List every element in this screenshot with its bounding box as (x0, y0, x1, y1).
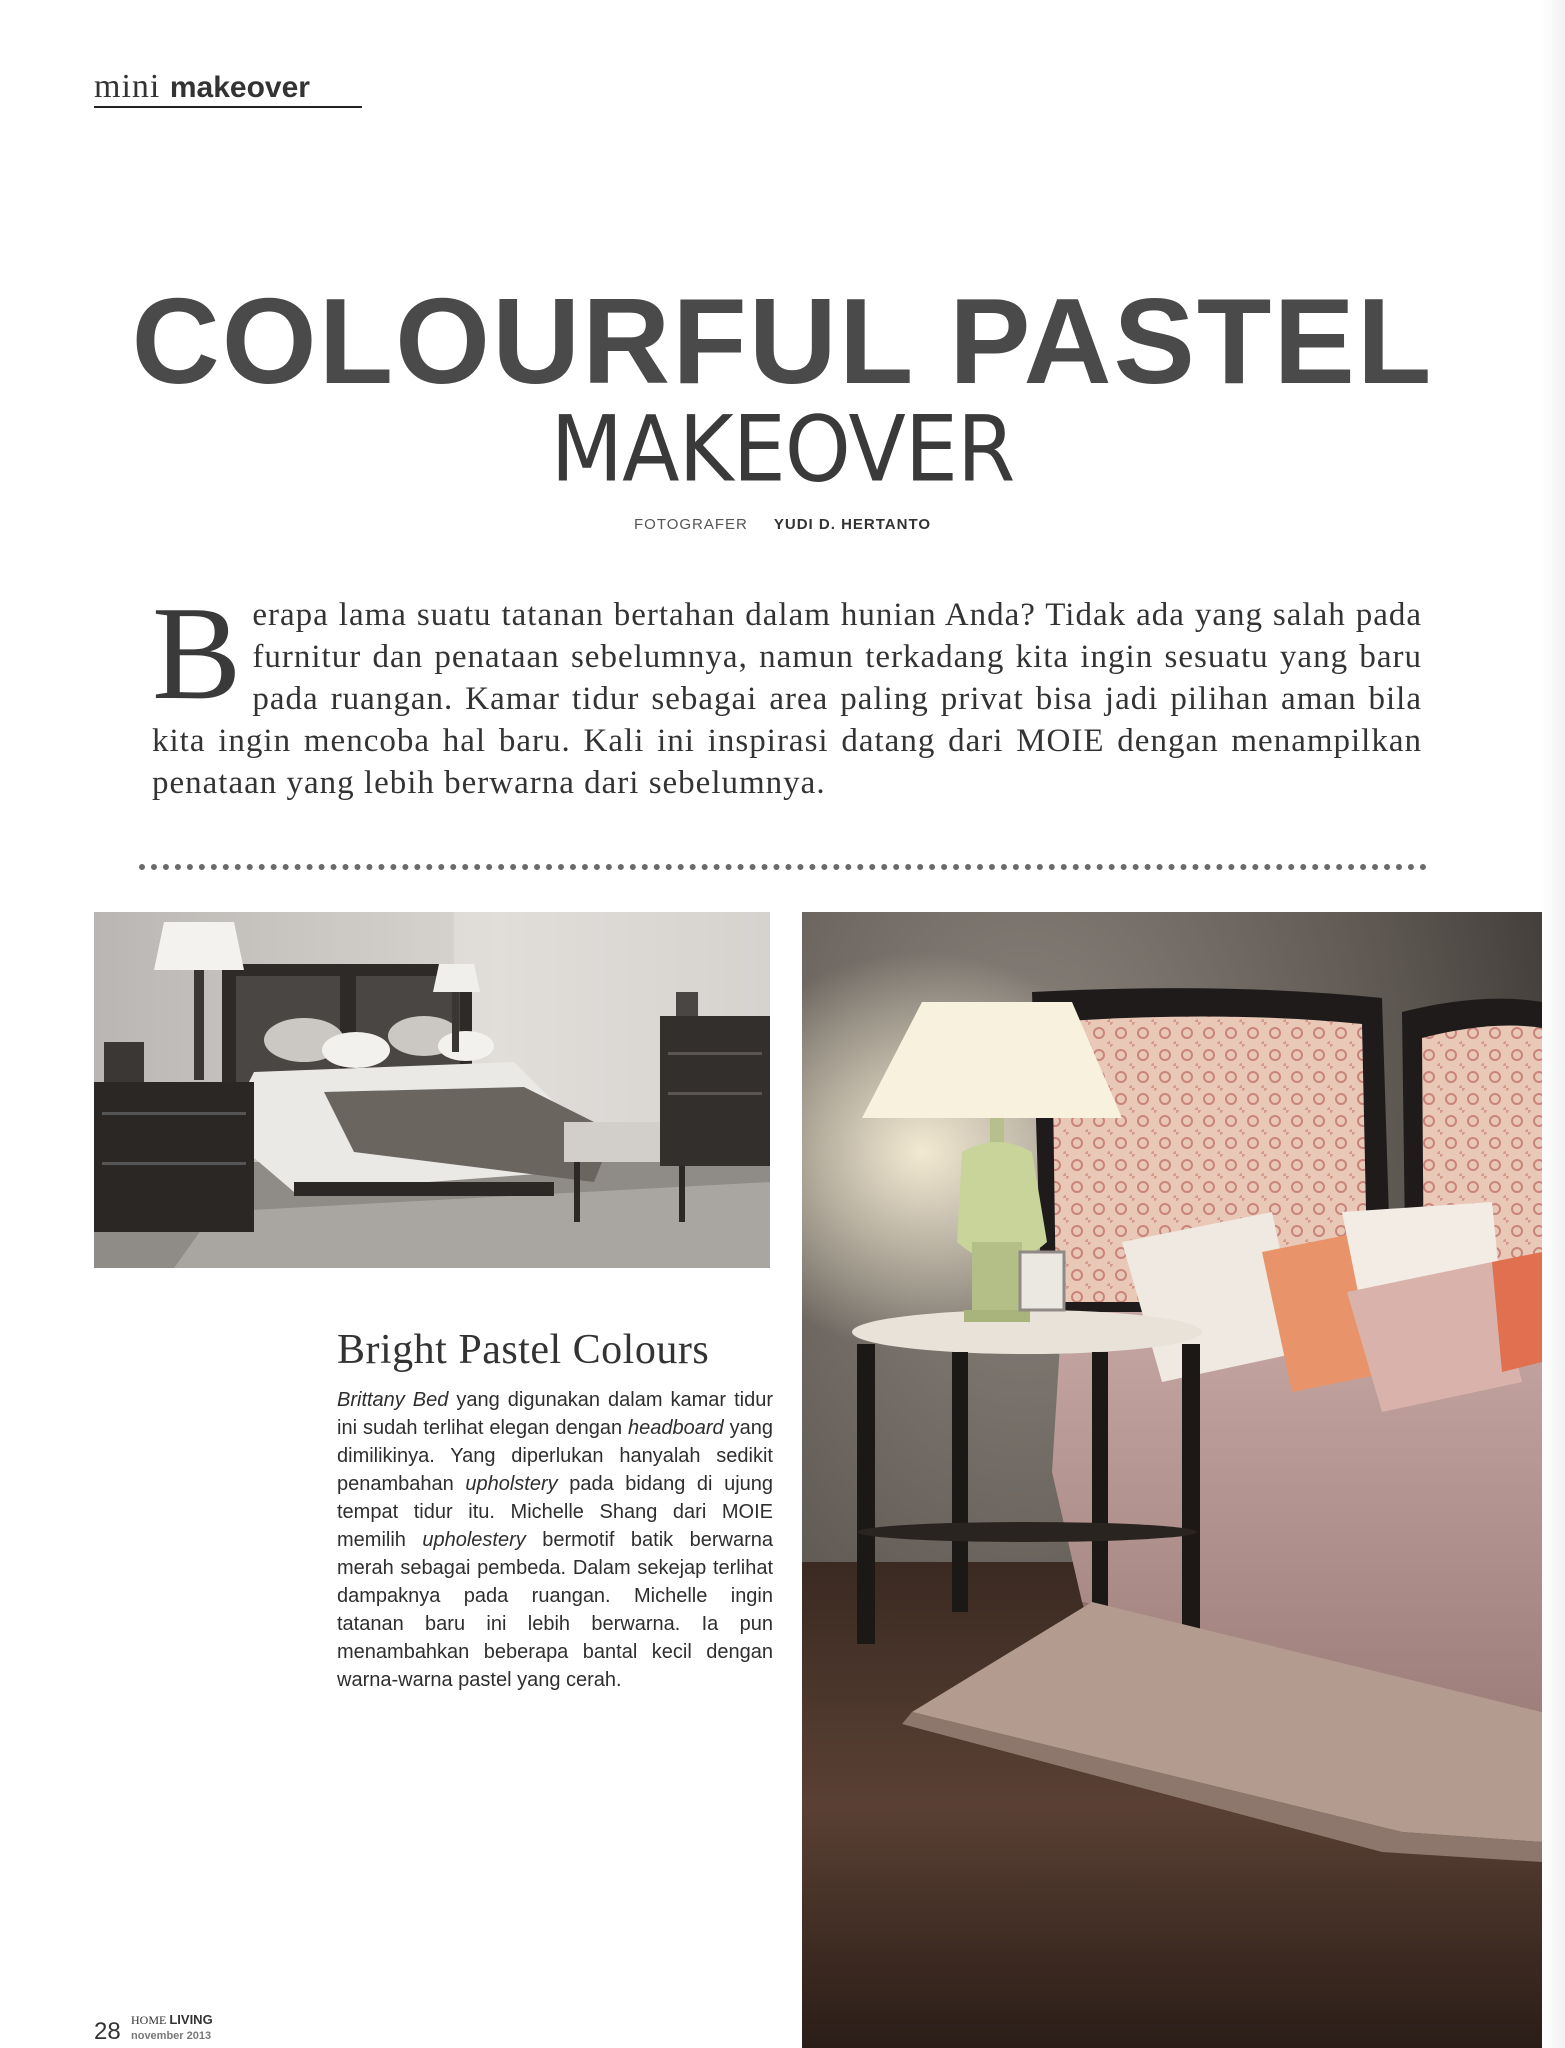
text-run-3: pada bidang di ujung tempat tidur itu. Michelle Shang dari MOIE memilih (337, 1473, 774, 1551)
section-label-bold: makeover (169, 71, 310, 104)
headline-line-2: MAKEOVER (550, 396, 1015, 502)
article-heading: Bright Pastel Colours (337, 1327, 710, 1373)
text-italic-brittany-bed: Brittany Bed (337, 1389, 449, 1411)
magazine-name-bold: LIVING (169, 2012, 213, 2027)
page-number: 28 (94, 2018, 121, 2045)
intro-text: erapa lama suatu tatanan bertahan dalam hunian Anda? Tidak ada yang salah pada furnitur dan penataan sebelumnya, namun terkadang kita ingin sesuatu yang baru pada ruangan. Kamar tidur sebagai area paling privat bisa jadi pilihan aman bila kita ingin mencoba hal baru. Kali ini inspirasi datang dari MOIE dengan menampilkan penataan yang lebih berwarna dari sebelumnya. (152, 597, 1422, 801)
text-italic-headboard: headboard (628, 1417, 724, 1439)
issue-date: november 2013 (131, 2030, 212, 2042)
text-run-4: bermotif batik berwarna merah sebagai pembeda. Dalam sekejap terlihat dampaknya pada ruangan. Michelle ingin tatanan baru ini lebih berwarna. Ia pun menambahkan beberapa bantal kecil dengan warna-warna pastel yang cerah. (337, 1529, 774, 1691)
text-italic-upholstery: upholstery (465, 1473, 558, 1495)
text-italic-upholestery: upholestery (422, 1529, 526, 1551)
intro-paragraph (152, 579, 1422, 804)
magazine-name-light: HOME (131, 2013, 167, 2027)
text-run-1: yang digunakan dalam kamar tidur ini sudah terlihat elegan dengan (337, 1389, 773, 1439)
drop-cap: B (152, 579, 243, 727)
magazine-name (131, 2014, 213, 2026)
dotted-divider (139, 864, 1427, 870)
section-rule (94, 106, 362, 108)
credit-name: YUDI D. HERTANTO (773, 516, 932, 533)
credit-role: FOTOGRAFER (633, 516, 748, 533)
photo-credit (0, 516, 1565, 533)
text-run-2: yang dimilikinya. Yang diperlukan hanyalah sedikit penambahan (337, 1417, 773, 1495)
section-label (94, 68, 310, 106)
section-label-light: mini (94, 68, 161, 105)
bedroom-photo-before (94, 912, 770, 1268)
bedroom-photo-after (802, 912, 1542, 2048)
article-body (337, 1386, 773, 1694)
headline-line-1: COLOURFUL PASTEL (131, 273, 1434, 409)
